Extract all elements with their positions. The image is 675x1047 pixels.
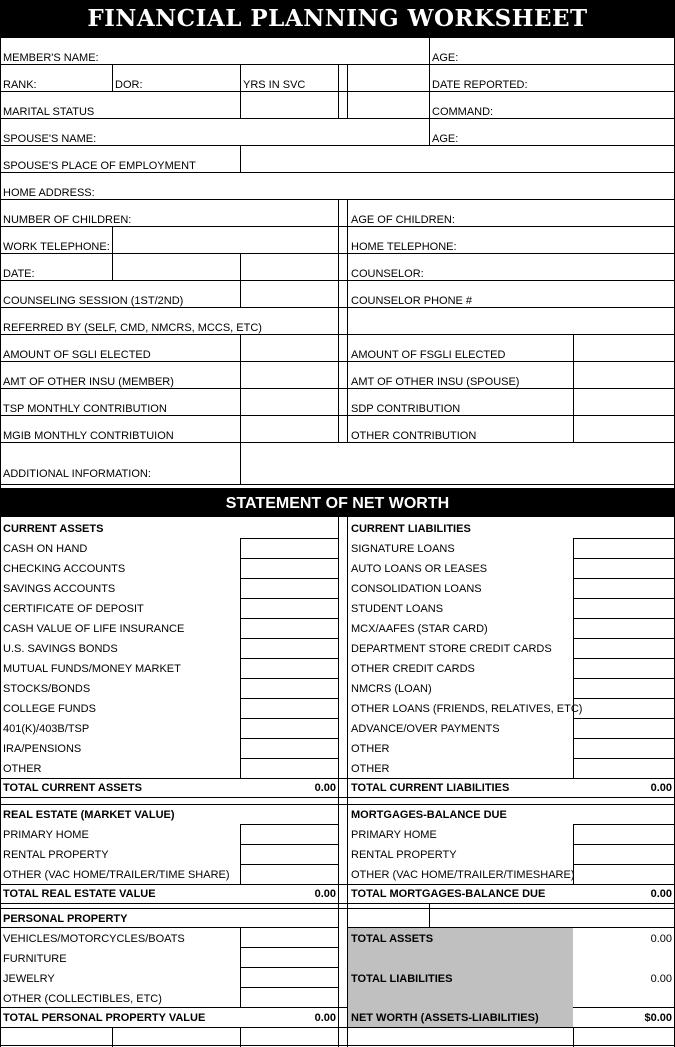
command-label: COMMAND: [432,106,494,118]
net-worth-value: $0.00 [644,1012,672,1024]
total-assets-label: TOTAL ASSETS [351,933,434,945]
worksheet-title: FINANCIAL PLANNING WORKSHEET [0,0,675,37]
liability-row-label: NMCRS (LOAN) [351,683,432,695]
asset-row-label: COLLEGE FUNDS [3,703,96,715]
liability-row-label: OTHER LOANS (FRIENDS, RELATIVES, ETC) [351,703,583,715]
personal-property-header: PERSONAL PROPERTY [3,913,128,925]
asset-row-label: CHECKING ACCOUNTS [3,563,126,575]
date-reported-label: DATE REPORTED: [432,79,528,91]
current-liabilities-header: CURRENT LIABILITIES [351,523,471,535]
liability-row-label: STUDENT LOANS [351,603,444,615]
members-name-label: MEMBER'S NAME: [3,52,99,64]
liability-row-label: OTHER CREDIT CARDS [351,663,475,675]
asset-row-label: U.S. SAVINGS BONDS [3,643,118,655]
mortgages-header: MORTGAGES-BALANCE DUE [351,809,507,821]
asset-row-label: CASH ON HAND [3,543,88,555]
total-liabilities-value: 0.00 [650,973,672,985]
real-estate-row-label: OTHER (VAC HOME/TRAILER/TIME SHARE) [3,869,230,881]
spouse-age-label: AGE: [432,133,459,145]
asset-row-label: STOCKS/BONDS [3,683,91,695]
personal-property-row-label: VEHICLES/MOTORCYCLES/BOATS [3,933,185,945]
liability-row-label: OTHER [351,743,390,755]
other-insu-member-label: AMT OF OTHER INSU (MEMBER) [3,376,174,388]
real-estate-header: REAL ESTATE (MARKET VALUE) [3,809,175,821]
real-estate-row-label: RENTAL PROPERTY [3,849,109,861]
rank-label: RANK: [3,79,37,91]
liability-row-label: CONSOLIDATION LOANS [351,583,482,595]
total-personal-property-label: TOTAL PERSONAL PROPERTY VALUE [3,1012,206,1024]
marital-status-label: MARITAL STATUS [3,106,95,118]
current-assets-header: CURRENT ASSETS [3,523,104,535]
liability-row-label: AUTO LOANS OR LEASES [351,563,488,575]
asset-row-label: OTHER [3,763,42,775]
total-current-assets-label: TOTAL CURRENT ASSETS [3,782,142,794]
total-current-liabilities-value: 0.00 [650,782,672,794]
asset-row-label: IRA/PENSIONS [3,743,82,755]
other-insu-spouse-label: AMT OF OTHER INSU (SPOUSE) [351,376,520,388]
section-title: STATEMENT OF NET WORTH [0,489,675,516]
fsgli-label: AMOUNT OF FSGLI ELECTED [351,349,506,361]
personal-property-row-label: OTHER (COLLECTIBLES, ETC) [3,993,162,1005]
counselor-label: COUNSELOR: [351,268,424,280]
personal-property-row-label: JEWELRY [3,973,55,985]
mortgage-row-label: PRIMARY HOME [351,829,437,841]
counselor-phone-label: COUNSELOR PHONE # [351,295,473,307]
home-telephone-label: HOME TELEPHONE: [351,241,457,253]
total-liabilities-label: TOTAL LIABILITIES [351,973,453,985]
additional-info-label: ADDITIONAL INFORMATION: [3,468,151,480]
asset-row-label: SAVINGS ACCOUNTS [3,583,116,595]
total-personal-property-value: 0.00 [314,1012,336,1024]
liability-row-label: DEPARTMENT STORE CREDIT CARDS [351,643,552,655]
personal-property-row-label: FURNITURE [3,953,67,965]
number-of-children-label: NUMBER OF CHILDREN: [3,214,132,226]
mgib-label: MGIB MONTHLY CONTRIBTUION [3,430,174,442]
date-label: DATE: [3,268,35,280]
age-label: AGE: [432,52,459,64]
total-mortgages-value: 0.00 [650,888,672,900]
tsp-label: TSP MONTHLY CONTRIBUTION [3,403,167,415]
total-mortgages-label: TOTAL MORTGAGES-BALANCE DUE [351,888,546,900]
counseling-session-label: COUNSELING SESSION (1ST/2ND) [3,295,184,307]
liability-row-label: MCX/AAFES (STAR CARD) [351,623,488,635]
mortgage-row-label: OTHER (VAC HOME/TRAILER/TIMESHARE) [351,869,575,881]
total-real-estate-value: 0.00 [314,888,336,900]
liability-row-label: ADVANCE/OVER PAYMENTS [351,723,500,735]
total-real-estate-label: TOTAL REAL ESTATE VALUE [3,888,156,900]
yrs-in-svc-label: YRS IN SVC [243,79,306,91]
mortgage-row-label: RENTAL PROPERTY [351,849,457,861]
sdp-label: SDP CONTRIBUTION [351,403,461,415]
home-address-label: HOME ADDRESS: [3,187,95,199]
dor-label: DOR: [115,79,143,91]
liability-row-label: SIGNATURE LOANS [351,543,455,555]
spouses-employment-label: SPOUSE'S PLACE OF EMPLOYMENT [3,160,196,172]
asset-row-label: MUTUAL FUNDS/MONEY MARKET [3,663,181,675]
total-current-liabilities-label: TOTAL CURRENT LIABILITIES [351,782,510,794]
real-estate-row-label: PRIMARY HOME [3,829,89,841]
total-assets-value: 0.00 [650,933,672,945]
asset-row-label: CERTIFICATE OF DEPOSIT [3,603,144,615]
age-of-children-label: AGE OF CHILDREN: [351,214,455,226]
asset-row-label: CASH VALUE OF LIFE INSURANCE [3,623,185,635]
spouses-name-label: SPOUSE'S NAME: [3,133,97,145]
sgli-label: AMOUNT OF SGLI ELECTED [3,349,151,361]
referred-by-label: REFERRED BY (SELF, CMD, NMCRS, MCCS, ETC) [3,322,262,334]
work-telephone-label: WORK TELEPHONE: [3,241,110,253]
other-contribution-label: OTHER CONTRIBUTION [351,430,477,442]
net-worth-label: NET WORTH (ASSETS-LIABILITIES) [351,1012,539,1024]
liability-row-label: OTHER [351,763,390,775]
asset-row-label: 401(K)/403B/TSP [3,723,90,735]
total-current-assets-value: 0.00 [314,782,336,794]
